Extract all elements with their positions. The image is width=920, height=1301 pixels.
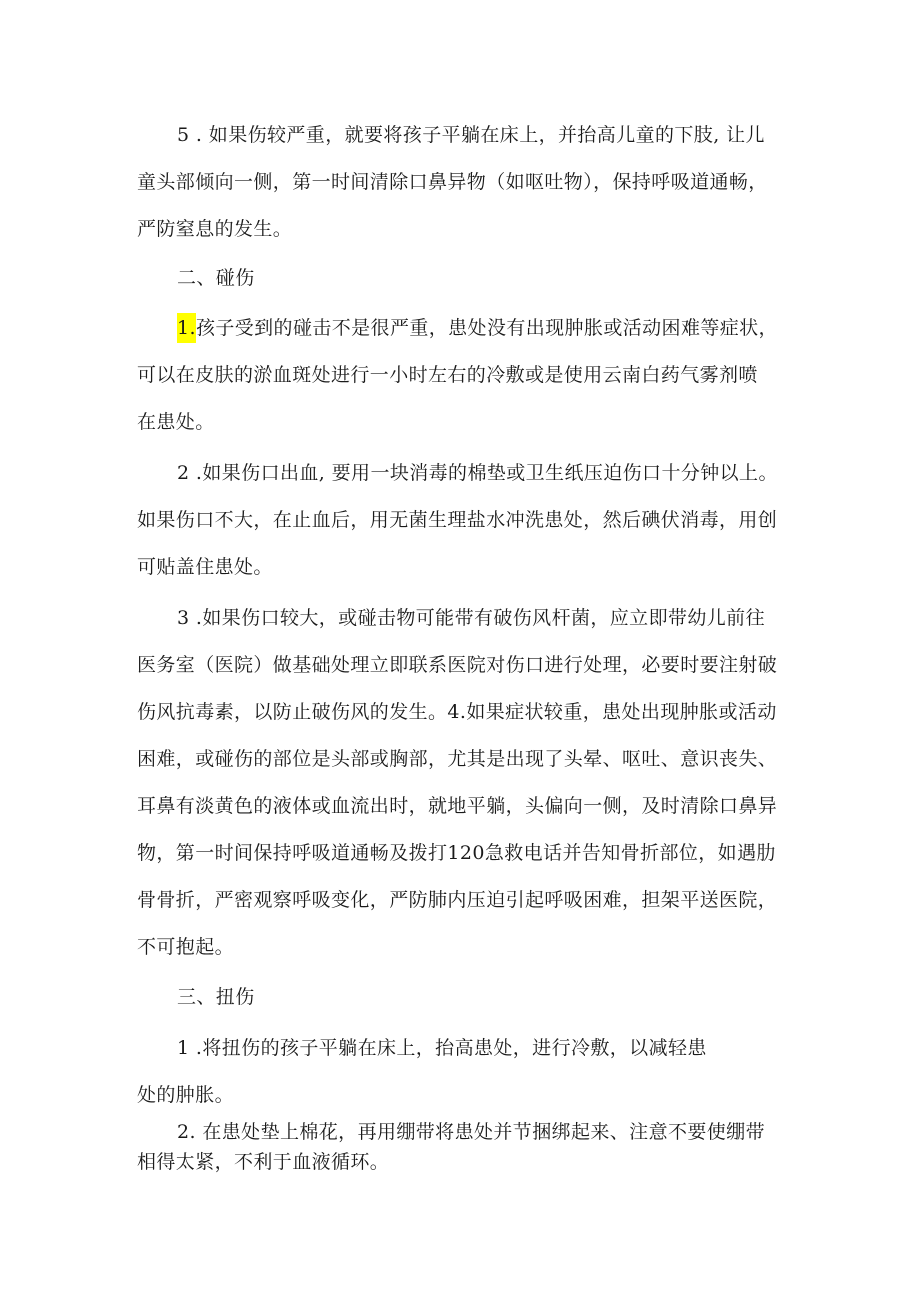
paragraph-bruise-2-line-2: 如果伤口不大，在止血后，用无菌生理盐水冲洗患处，然后碘伏消毒，用创 — [137, 509, 778, 531]
paragraph-bruise-3-line-6: 物，第一时间保持呼吸道通畅及拨打120急救电话并告知骨折部位，如遇肋 — [137, 842, 776, 864]
paragraph-bruise-1-line-2: 可以在皮肤的淤血斑处进行一小时左右的冷敷或是使用云南白药气雾剂喷 — [137, 364, 758, 386]
paragraph-5-line-2: 童头部倾向一侧，第一时间清除口鼻异物（如呕吐物），保持呼吸道通畅， — [137, 171, 768, 193]
section-heading-sprain: 三、扭伤 — [177, 986, 255, 1008]
highlighted-number: 1. — [177, 313, 196, 343]
paragraph-bruise-3-line-7: 骨骨折，严密观察呼吸变化，严防肺内压迫引起呼吸困难，担架平送医院， — [137, 889, 778, 911]
paragraph-bruise-3-line-2: 医务室（医院）做基础处理立即联系医院对伤口进行处理，必要时要注射破 — [137, 654, 778, 676]
paragraph-5-line-3: 严防窒息的发生。 — [137, 218, 293, 240]
paragraph-bruise-1-line-1 — [177, 316, 778, 340]
paragraph-sprain-2-line-1: 2. 在患处垫上棉花，再用绷带将患处并节捆绑起来、注意不要使绷带 — [177, 1121, 765, 1143]
paragraph-sprain-1-line-1: 1 .将扭伤的孩子平躺在床上，抬高患处，进行冷敷，以减轻患 — [177, 1037, 707, 1059]
paragraph-bruise-3-line-4: 困难，或碰伤的部位是头部或胸部，尤其是出现了头晕、呕吐、意识丧失、 — [137, 748, 778, 770]
paragraph-bruise-2-line-3: 可贴盖住患处。 — [137, 556, 273, 578]
paragraph-bruise-3-line-8: 不可抱起。 — [137, 936, 235, 958]
paragraph-bruise-3-line-5: 耳鼻有淡黄色的液体或血流出时，就地平躺，头偏向一侧，及时清除口鼻异 — [137, 795, 778, 817]
paragraph-bruise-1-line-3: 在患处。 — [137, 411, 215, 433]
paragraph-bruise-1-text: 孩子受到的碰击不是很严重，患处没有出现肿胀或活动困难等症状， — [195, 317, 778, 339]
paragraph-bruise-3-line-3: 伤风抗毒素，以防止破伤风的发生。4.如果症状较重，患处出现肿胀或活动 — [137, 701, 777, 723]
paragraph-sprain-1-line-2: 处的肿胀。 — [137, 1084, 235, 1106]
paragraph-bruise-3-line-1: 3 .如果伤口较大，或碰击物可能带有破伤风杆菌，应立即带幼儿前往 — [177, 607, 765, 629]
paragraph-sprain-2-line-2: 相得太紧，不利于血液循环。 — [137, 1151, 390, 1173]
section-heading-bruise: 二、碰伤 — [177, 267, 255, 289]
paragraph-bruise-2-line-1: 2 .如果伤口出血, 要用一块消毒的棉垫或卫生纸压迫伤口十分钟以上。 — [177, 462, 778, 484]
paragraph-5-line-1: 5 . 如果伤较严重，就要将孩子平躺在床上，并抬高儿童的下肢, 让儿 — [177, 124, 765, 146]
